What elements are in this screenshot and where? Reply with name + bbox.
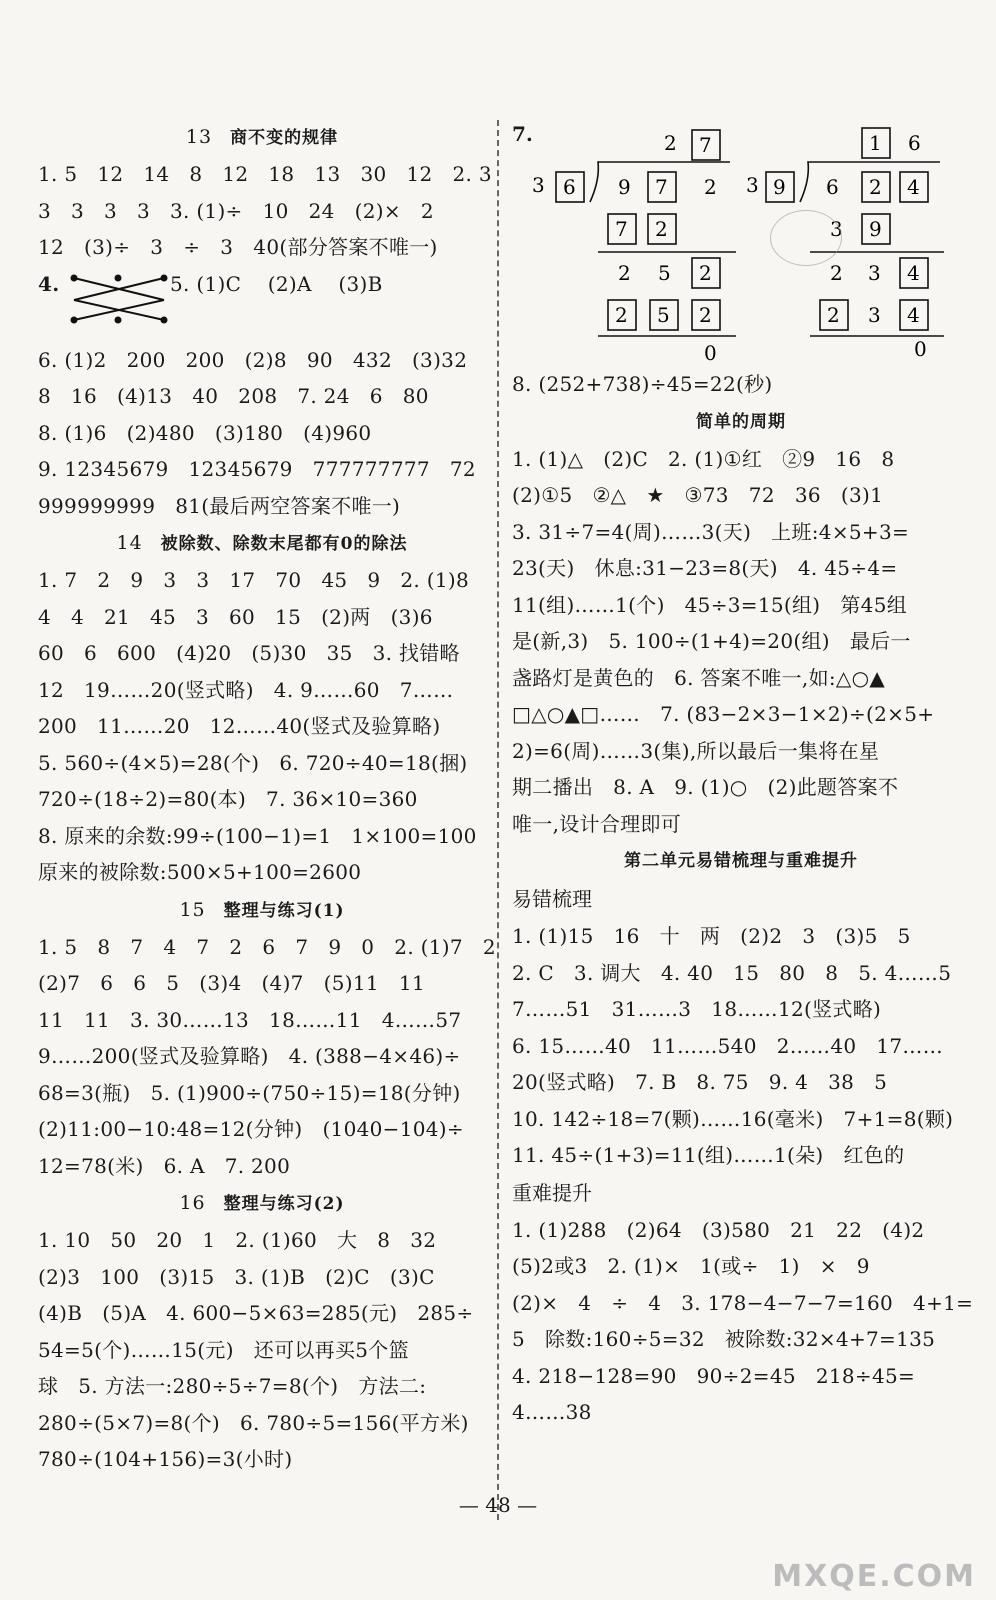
answer-line: 原来的被除数:500×5+100=2600 bbox=[38, 860, 362, 884]
svg-text:4: 4 bbox=[907, 303, 920, 327]
svg-text:3: 3 bbox=[868, 303, 881, 327]
svg-text:3: 3 bbox=[830, 217, 843, 241]
left-column bbox=[38, 118, 496, 1478]
answer-line: 球 5. 方法一:280÷5÷7=8(个) 方法二: bbox=[38, 1374, 427, 1398]
answer-line: 23(天) 休息:31−23=8(天) 4. 45÷4= bbox=[512, 556, 898, 580]
section-15-title: 15 整理与练习(1) bbox=[179, 898, 345, 921]
svg-text:9: 9 bbox=[869, 217, 882, 241]
svg-text:2: 2 bbox=[869, 175, 882, 199]
q7-label: 7. bbox=[512, 122, 533, 146]
section-13-title: 13 商不变的规律 bbox=[185, 126, 339, 148]
svg-text:2: 2 bbox=[704, 175, 717, 199]
answer-line: 1. (1)288 (2)64 (3)580 21 22 (4)2 bbox=[512, 1217, 925, 1242]
svg-text:2: 2 bbox=[827, 303, 840, 327]
answer-line: 720÷(18÷2)=80(本) 7. 36×10=360 bbox=[38, 787, 418, 811]
answer-line: 60 6 600 (4)20 (5)30 35 3. 找错略 bbox=[38, 641, 460, 665]
svg-text:2: 2 bbox=[830, 261, 843, 285]
answer-line: □△○▲□…… 7. (83−2×3−1×2)÷(2×5+ bbox=[512, 702, 935, 726]
watermark: MXQE.COM bbox=[772, 1559, 976, 1594]
svg-text:3: 3 bbox=[746, 173, 759, 197]
svg-text:2: 2 bbox=[655, 217, 668, 241]
answer-line: (2)3 100 (3)15 3. (1)B (2)C (3)C bbox=[38, 1264, 435, 1289]
answer-line: 唯一,设计合理即可 bbox=[512, 811, 682, 836]
answer-line: 2)=6(周)……3(集),所以最后一集将在星 bbox=[512, 738, 880, 763]
answer-line: 4……38 bbox=[512, 1400, 592, 1424]
answer-line: 9……200(竖式及验算略) 4. (388−4×46)÷ bbox=[38, 1044, 461, 1068]
answer-line: 8 16 (4)13 40 208 7. 24 6 80 bbox=[38, 384, 429, 408]
svg-text:4: 4 bbox=[907, 175, 920, 199]
svg-text:4: 4 bbox=[907, 261, 920, 285]
answer-line: 68=3(瓶) 5. (1)900÷(750÷15)=18(分钟) bbox=[38, 1080, 461, 1105]
svg-text:2: 2 bbox=[699, 261, 712, 285]
section-unit2-title: 第二单元易错梳理与重难提升 bbox=[624, 851, 858, 871]
answer-line: 9. 12345679 12345679 777777777 72 bbox=[38, 457, 476, 481]
svg-text:2: 2 bbox=[615, 303, 628, 327]
answer-line: 1. (1)△ (2)C 2. (1)①红 ②9 16 8 bbox=[512, 446, 895, 471]
answer-line: (4)B (5)A 4. 600−5×63=285(元) 285÷ bbox=[38, 1301, 474, 1325]
answer-line: 3. 31÷7=4(周)……3(天) 上班:4×5+3= bbox=[512, 519, 910, 544]
answer-line: 1. 5 12 14 8 12 18 13 30 12 2. 3 bbox=[38, 162, 492, 186]
q7-long-division bbox=[512, 118, 970, 366]
answer-line: 20(竖式略) 7. B 8. 75 9. 4 38 5 bbox=[512, 1070, 888, 1094]
section-period-title: 简单的周期 bbox=[696, 411, 786, 432]
svg-text:7: 7 bbox=[699, 133, 712, 157]
answer-line: 7……51 31……3 18……12(竖式略) bbox=[512, 997, 882, 1021]
svg-text:9: 9 bbox=[773, 175, 786, 199]
answer-line: 54=5(个)……15(元) 还可以再买5个篮 bbox=[38, 1337, 409, 1362]
answer-line: (2)11:00−10:48=12(分钟) (1040−104)÷ bbox=[38, 1117, 464, 1141]
answer-line-q8: 8. (252+738)÷45=22(秒) bbox=[512, 372, 773, 396]
long-division-figure bbox=[512, 118, 970, 366]
answer-line: 1. (1)15 16 十 两 (2)2 3 (3)5 5 bbox=[512, 924, 911, 948]
answer-line: 11. 45÷(1+3)=11(组)……1(朵) 红色的 bbox=[512, 1143, 905, 1167]
answer-line: 12 (3)÷ 3 ÷ 3 40(部分答案不唯一) bbox=[38, 235, 438, 259]
stamp-mark bbox=[770, 210, 842, 266]
subheading-advanced: 重难提升 bbox=[512, 1180, 592, 1205]
answer-line: 999999999 81(最后两空答案不唯一) bbox=[38, 493, 401, 518]
section-14-title: 14 被除数、除数末尾都有0的除法 bbox=[116, 532, 408, 554]
answer-line: 1. 5 8 7 4 7 2 6 7 9 0 2. (1)7 2 bbox=[38, 934, 496, 959]
answer-line: 4 4 21 45 3 60 15 (2)两 (3)6 bbox=[38, 604, 433, 629]
svg-text:5: 5 bbox=[657, 303, 670, 327]
answer-line: 5. 560÷(4×5)=28(个) 6. 720÷40=18(捆) bbox=[38, 750, 468, 775]
answer-line: 是(新,3) 5. 100÷(1+4)=20(组) 最后一 bbox=[512, 629, 911, 653]
answer-line: 2. C 3. 调大 4. 40 15 80 8 5. 4……5 bbox=[512, 960, 952, 985]
subheading-errors: 易错梳理 bbox=[512, 887, 592, 911]
answer-line: 1. 7 2 9 3 3 17 70 45 9 2. (1)8 bbox=[38, 568, 469, 592]
svg-text:0: 0 bbox=[914, 337, 927, 361]
right-column bbox=[512, 118, 974, 1431]
answer-line: (5)2或3 2. (1)× 1(或÷ 1) × 9 bbox=[512, 1254, 870, 1278]
svg-text:5: 5 bbox=[658, 261, 671, 285]
answer-line: 10. 142÷18=7(颗)……16(毫米) 7+1=8(颗) bbox=[512, 1106, 954, 1131]
answer-line: 期二播出 8. A 9. (1)○ (2)此题答案不 bbox=[512, 775, 899, 799]
svg-text:6: 6 bbox=[908, 131, 921, 155]
answer-line: 3 3 3 3 3. (1)÷ 10 24 (2)× 2 bbox=[38, 198, 434, 223]
answer-line-q4: 4. 5. (1)C (2)A (3)B bbox=[38, 266, 486, 342]
answer-line: 11(组)……1(个) 45÷3=15(组) 第45组 bbox=[512, 592, 908, 617]
svg-text:2: 2 bbox=[664, 131, 677, 155]
answer-line: (2)①5 ②△ ★ ③73 72 36 (3)1 bbox=[512, 483, 884, 507]
section-16-title: 16 整理与练习(2) bbox=[179, 1192, 345, 1214]
answer-line: 6. 15……40 11……540 2……40 17…… bbox=[512, 1033, 944, 1058]
page-number: — 48 — bbox=[458, 1493, 538, 1517]
answer-line: (2)× 4 ÷ 4 3. 178−4−7−7=160 4+1= bbox=[512, 1290, 974, 1315]
svg-text:2: 2 bbox=[618, 261, 631, 285]
svg-text:9: 9 bbox=[618, 175, 631, 199]
answer-line: 盏路灯是黄色的 6. 答案不唯一,如:△○▲ bbox=[512, 665, 886, 690]
svg-text:6: 6 bbox=[563, 175, 576, 199]
answer-line: 12 19……20(竖式略) 4. 9……60 7…… bbox=[38, 677, 454, 702]
answer-line: 8. (1)6 (2)480 (3)180 (4)960 bbox=[38, 420, 372, 445]
answer-line: 11 11 3. 30……13 18……11 4……57 bbox=[38, 1007, 462, 1032]
answer-line: 5 除数:160÷5=32 被除数:32×4+7=135 bbox=[512, 1327, 936, 1351]
svg-text:2: 2 bbox=[699, 303, 712, 327]
answer-line: 1. 10 50 20 1 2. (1)60 大 8 32 bbox=[38, 1228, 437, 1252]
svg-text:6: 6 bbox=[826, 175, 839, 199]
answer-line: (2)7 6 6 5 (3)4 (4)7 (5)11 11 bbox=[38, 971, 425, 995]
svg-text:7: 7 bbox=[655, 175, 668, 199]
answer-line: 8. 原来的余数:99÷(100−1)=1 1×100=100 bbox=[38, 823, 477, 848]
svg-text:0: 0 bbox=[704, 341, 717, 365]
svg-text:7: 7 bbox=[615, 217, 628, 241]
svg-text:1: 1 bbox=[869, 131, 882, 155]
answer-line: 280÷(5×7)=8(个) 6. 780÷5=156(平方米) bbox=[38, 1410, 469, 1435]
svg-text:3: 3 bbox=[532, 173, 545, 197]
column-divider bbox=[497, 120, 499, 1520]
answer-line: 6. (1)2 200 200 (2)8 90 432 (3)32 bbox=[38, 347, 468, 372]
answer-line: 200 11……20 12……40(竖式及验算略) bbox=[38, 714, 441, 738]
matching-lines-figure bbox=[66, 270, 176, 330]
svg-text:3: 3 bbox=[868, 261, 881, 285]
answer-line: 12=78(米) 6. A 7. 200 bbox=[38, 1153, 291, 1178]
answer-line: 4. 218−128=90 90÷2=45 218÷45= bbox=[512, 1363, 916, 1388]
answer-line: 780÷(104+156)=3(小时) bbox=[38, 1447, 293, 1471]
